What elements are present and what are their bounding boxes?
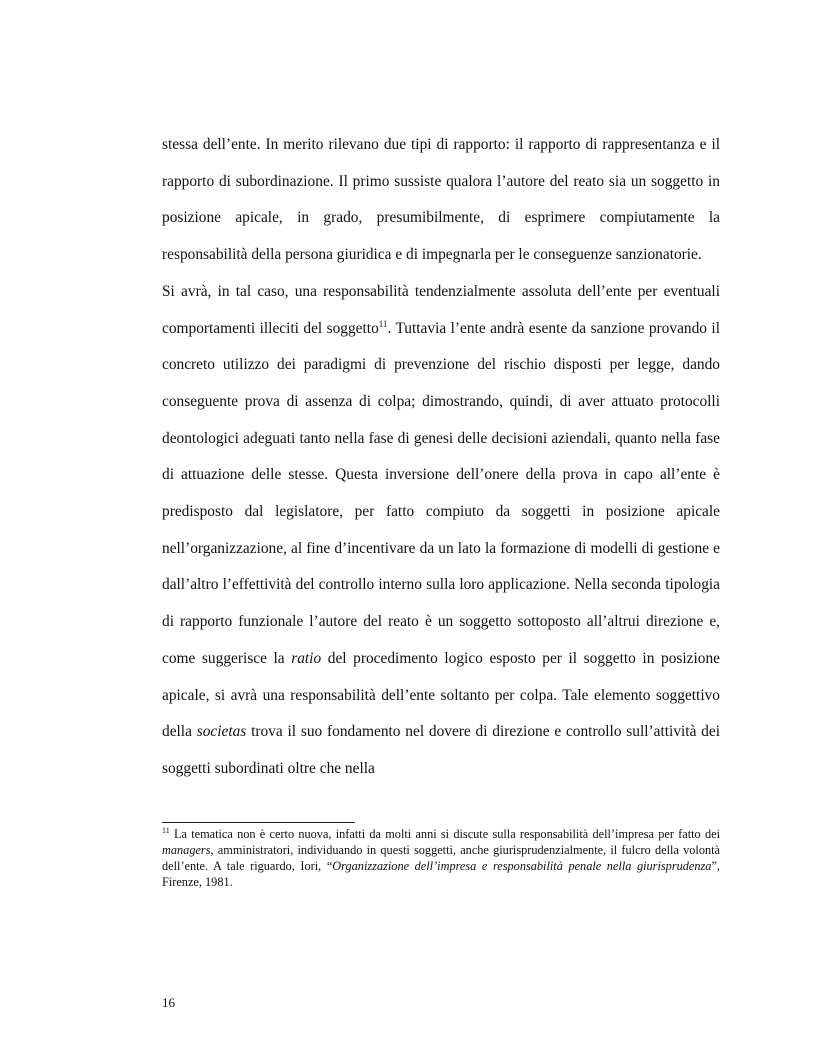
societas-italic: societas xyxy=(196,723,247,741)
ratio-italic: ratio xyxy=(291,649,322,667)
paragraph-2-text-d: trova il suo fondamento nel dovere di direzione e controllo sull’attività dei soggetti subordinati oltre che nella xyxy=(162,723,720,777)
paragraph-2-text-b: . Tuttavia l’ente andrà esente da sanzione provando il concreto utilizzo dei paradigmi di prevenzione del rischio disposti per legge, dando conseguente prova di assenza di colpa; dimostrando, quindi, di aver attuato protocolli deontologici adeguati tanto nella fase di genesi delle decisioni aziendali, quanto nella fase di attuazione delle stesse. Questa inversione dell’onere della prova in capo all’ente è predisposto dal legislatore, per fatto compiuto da soggetti in posizione apicale nell’organizzazione, al fine d’incentivare da un lato la formazione di modelli di gestione e dall’altro l’effettività del controllo interno sulla loro applicazione. Nella seconda tipologia di rapporto funzionale l’autore del reato è un soggetto sottoposto all’altrui direzione e, come suggerisce la xyxy=(162,319,720,667)
footnote-text-a: La tematica non è certo nuova, infatti da molti anni si discute sulla responsabilità dell’impresa per fatto dei xyxy=(169,827,720,841)
managers-italic: managers xyxy=(162,843,211,857)
body-text xyxy=(162,127,720,788)
footnote-ref-11: 11 xyxy=(378,318,388,329)
paragraph-2-text-a: Si avrà, in tal caso, una responsabilità tendenzialmente assoluta dell’ente per eventuali comportamenti illeciti del soggetto xyxy=(162,282,720,337)
footnote-11 xyxy=(162,826,720,890)
paragraph-2-text-c: del procedimento logico esposto per il soggetto in posizione apicale, si avrà una responsabilità dell’ente soltanto per colpa. Tale elemento soggettivo della xyxy=(162,649,720,741)
footnote-text-c: ”, Firenze, 1981. xyxy=(162,859,720,889)
footnote-number: 11 xyxy=(162,825,170,835)
footnote-text-b: , amministratori, individuando in questi soggetti, anche giurisprudenzialmente, il fulcro della volontà dell’ente. A tale riguardo, Iori, “ xyxy=(162,843,720,873)
page-number: 16 xyxy=(162,995,175,1010)
footnote-divider xyxy=(162,822,355,823)
paragraph-1: stessa dell’ente. In merito rilevano due tipi di rapporto: il rapporto di rappresentanza e il rapporto di subordinazione. Il primo sussiste qualora l’autore del reato sia un soggetto in posizione apicale, in grado, presumibilmente, di esprimere compiutamente la responsabilità della persona giuridica e di impegnarla per le conseguenze sanzionatorie. xyxy=(162,136,720,264)
cited-work-title: Organizzazione dell’impresa e responsabilità penale nella giurisprudenza xyxy=(332,859,712,873)
paragraph-2 xyxy=(162,274,720,788)
